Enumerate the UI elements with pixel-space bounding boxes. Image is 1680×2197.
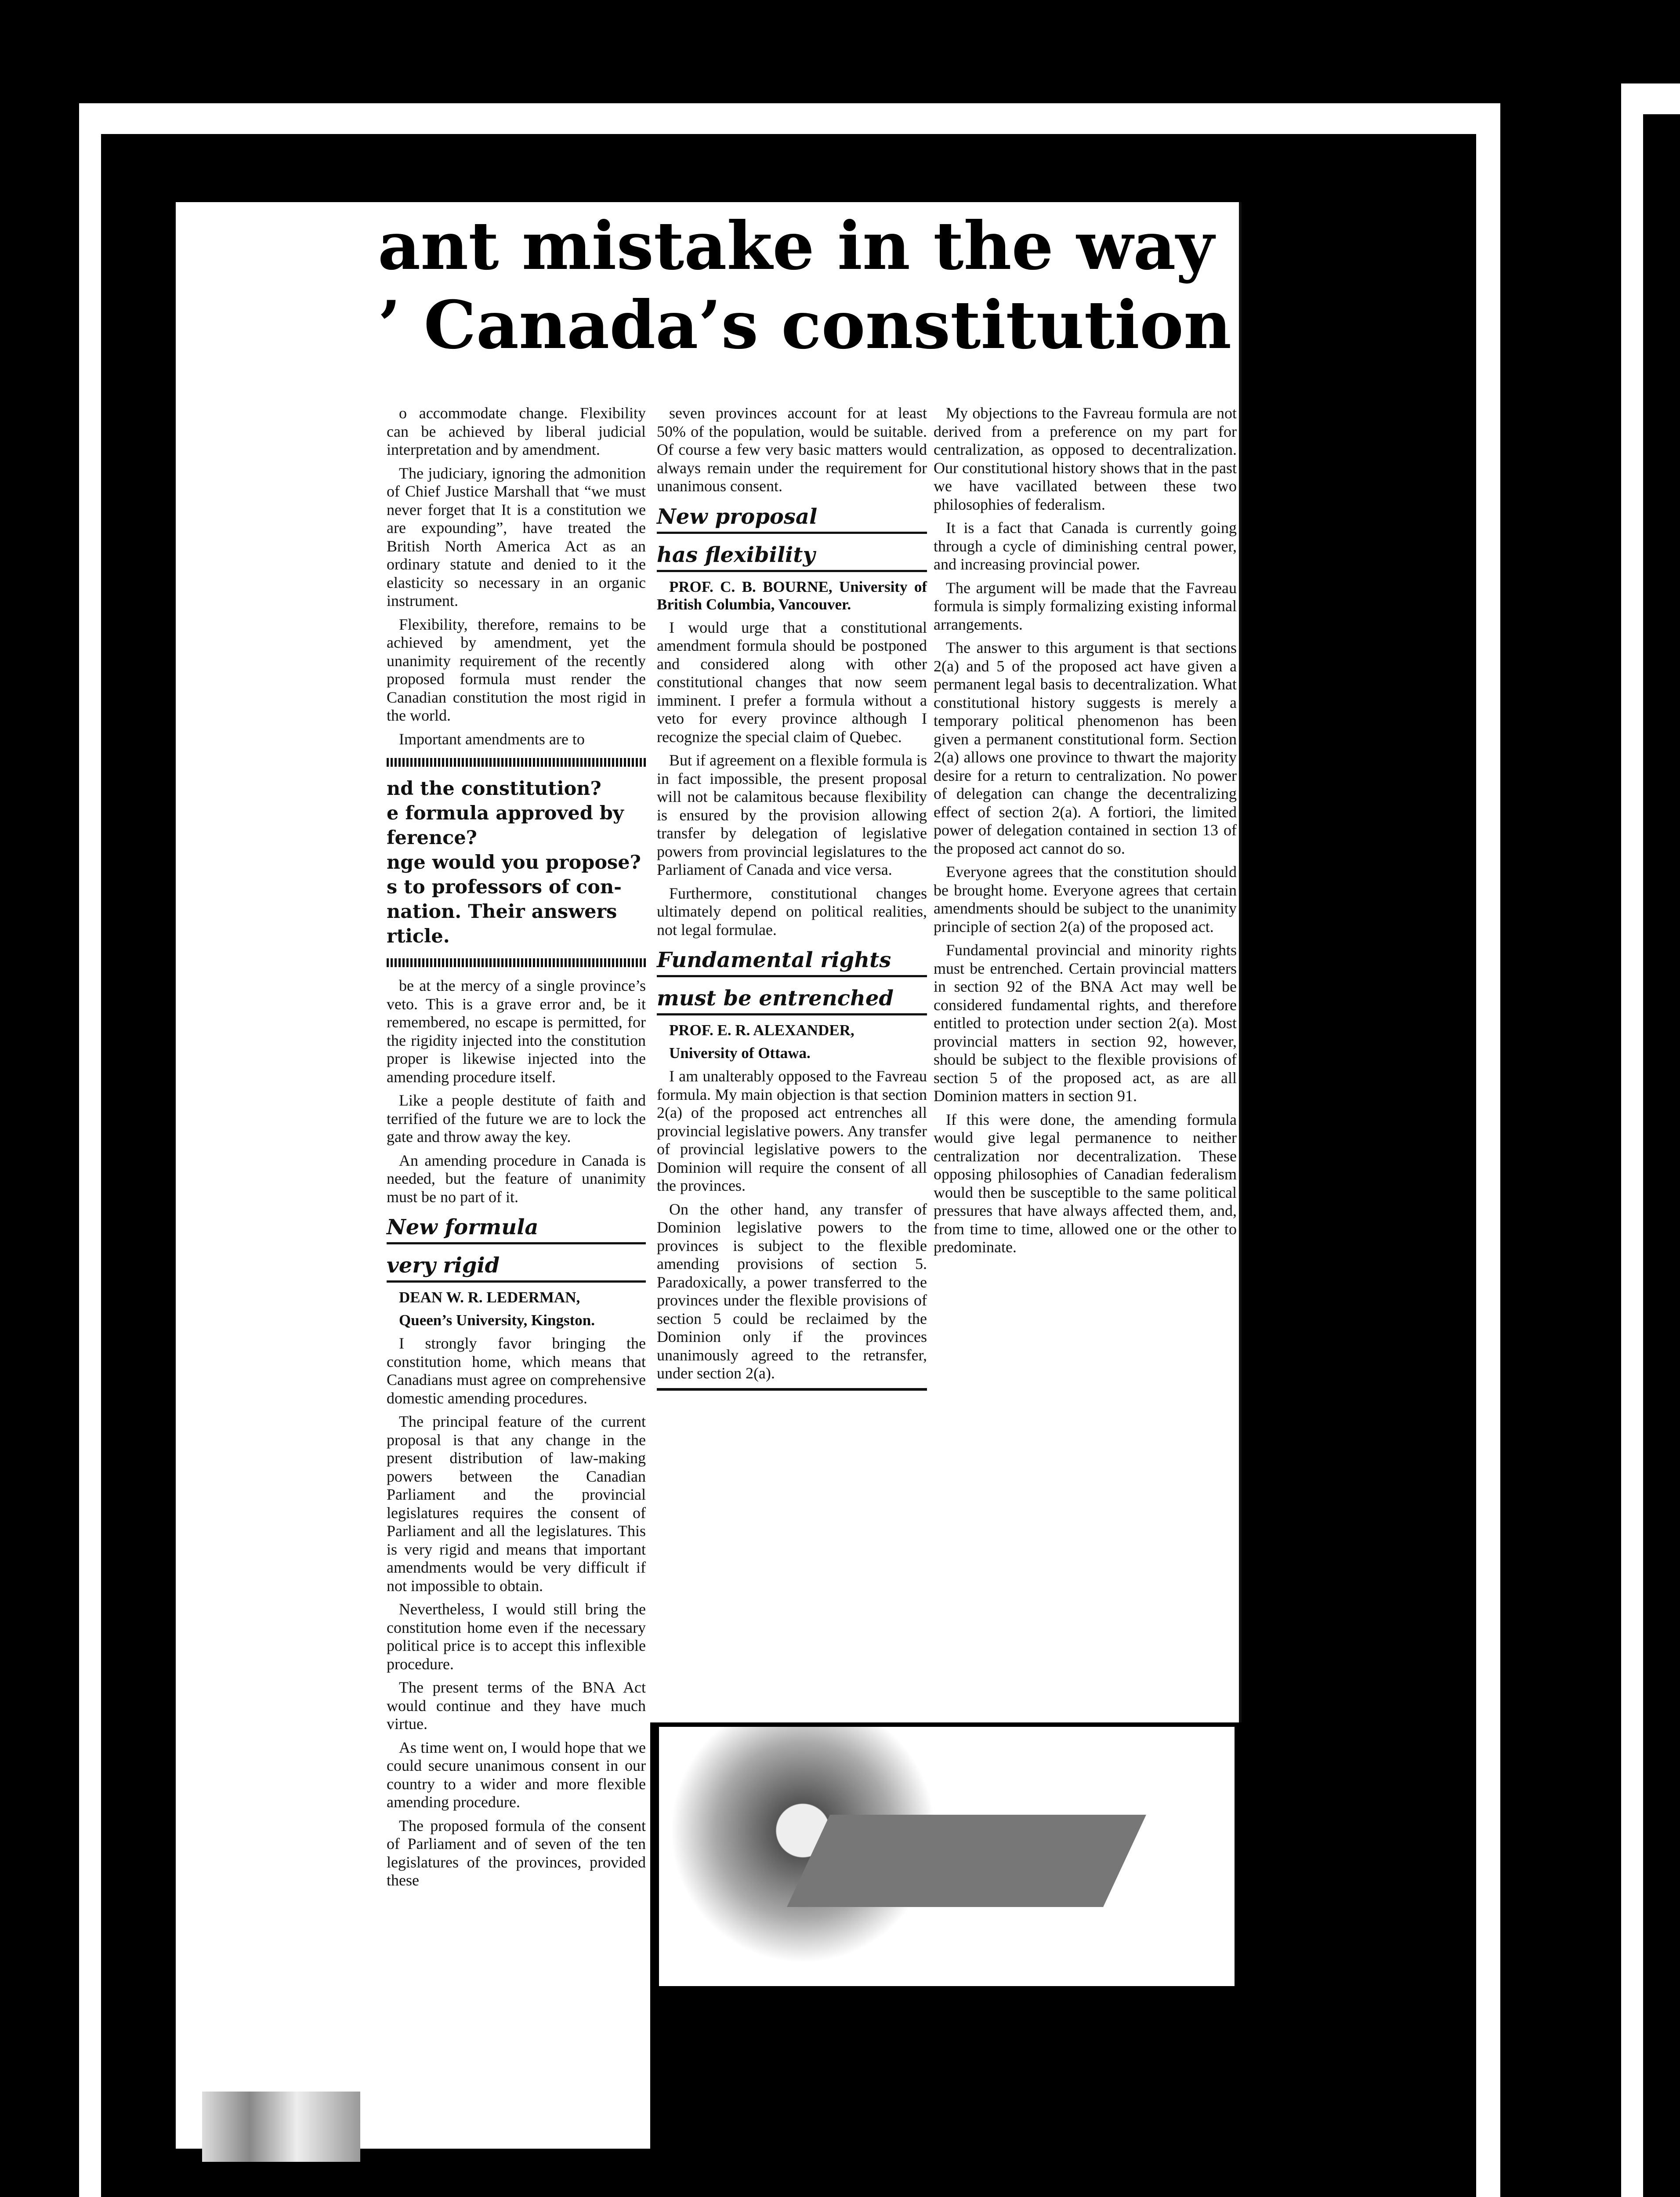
- paragraph: I am unalterably opposed to the Favreau formula. My main objection is that section 2(a) of the proposed act entrenches all provincial legislative powers. Any transfer of provincial legislative powers to the Dominion will require the consent of all the provinces.: [657, 1067, 927, 1194]
- paragraph: An amending procedure in Canada is needed, but the feature of unanimity must be no part of it.: [387, 1151, 646, 1206]
- subhead: Fundamental rights: [657, 947, 927, 977]
- paragraph: Everyone agrees that the constitution should be brought home. Everyone agrees that certain amendments should be subject to the unanimity principle of section 2(a) of the proposed act.: [934, 863, 1237, 935]
- question-box-line: nd the constitution?: [387, 778, 601, 800]
- clipping-fold-damage: [202, 2092, 360, 2162]
- paragraph: I strongly favor bringing the constitution home, which means that Canadians must agree on comprehensive domestic amending procedures.: [387, 1334, 646, 1407]
- question-box-line: rticle.: [387, 925, 450, 947]
- paragraph: As time went on, I would hope that we could secure unanimous consent in our country to a wider and more flexible amending procedure.: [387, 1738, 646, 1811]
- paragraph: Nevertheless, I would still bring the constitution home even if the necessary political price is to accept this inflexible procedure.: [387, 1600, 646, 1673]
- paragraph: If this were done, the amending formula would give legal permanence to neither centralization nor decentralization. These opposing philosophies of Canadian federalism would then be susceptible to the same political pressures that have always affected them, and, from time to time, allowed one or the other to predominate.: [934, 1110, 1237, 1256]
- question-box-line: nge would you propose?: [387, 852, 641, 874]
- paragraph: o accommodate change. Flexibility can be achieved by liberal judicial interpretation and by amendment.: [387, 404, 646, 458]
- paragraph: The answer to this argument is that sections 2(a) and 5 of the proposed act have given a permanent legal basis to decentralization. What constitutional history suggests is merely a temporary political phenomenon has been given a permanent constitutional form. Section 2(a) allows one province to thwart the majority desire for a return to centralization. No power of delegation can change the decentralizing effect of section 2(a). A fortiori, the limited power of delegation contained in section 13 of the proposed act cannot do so.: [934, 639, 1237, 857]
- byline: PROF. C. B. BOURNE, University of British Columbia, Vancouver.: [657, 578, 927, 613]
- paragraph: Furthermore, constitutional changes ultimately depend on political realities, not legal formulae.: [657, 884, 927, 939]
- question-box-line: e formula approved by: [387, 802, 624, 824]
- paragraph: Flexibility, therefore, remains to be achieved by amendment, yet the unanimity requirement of the recently proposed formula must render the Canadian constitution the most rigid in the world.: [387, 615, 646, 724]
- paragraph: The principal feature of the current proposal is that any change in the present distribution of law-making powers between the Canadian Parliament and the provincial legislatures requires the consent of Parliament and all the legislatures. This is very rigid and means that important amendments would be very difficult if not impossible to obtain.: [387, 1413, 646, 1595]
- subhead: very rigid: [387, 1252, 646, 1283]
- byline: DEAN W. R. LEDERMAN,: [399, 1289, 580, 1306]
- headline: [378, 207, 1232, 365]
- question-box-line: s to professors of con-: [387, 876, 622, 898]
- paragraph: My objections to the Favreau formula are not derived from a preference on my part for centralization, as opposed to decentralization. Our constitutional history shows that in the past we have vacillated between these two philosophies of federalism.: [934, 404, 1237, 513]
- byline: PROF. E. R. ALEXANDER,: [669, 1022, 854, 1039]
- paragraph: The present terms of the BNA Act would continue and they have much virtue.: [387, 1679, 646, 1733]
- headline-line-2: ’ Canada’s constitution: [378, 286, 1232, 364]
- paragraph: seven provinces account for at least 50% of the population, would be suitable. Of course a few very basic matters would always remain under the requirement for unanimous consent.: [657, 404, 927, 495]
- paragraph: The judiciary, ignoring the admonition of Chief Justice Marshall that “we must never forget that It is a constitution we are expounding”, have treated the British North America Act as an ordinary statute and denied to it the elasticity so necessary in an organic instrument.: [387, 464, 646, 609]
- article-column-1: [387, 404, 646, 1895]
- question-box-line: ference?: [387, 827, 477, 849]
- byline: University of Ottawa.: [669, 1044, 811, 1062]
- subhead: New formula: [387, 1214, 646, 1244]
- paragraph: But if agreement on a flexible formula is in fact impossible, the present proposal will not be calamitous because flexibility is ensured by the provision allowing transfer by delegation of legislative powers from provincial legislatures to the Parliament of Canada and vice versa.: [657, 751, 927, 878]
- paragraph: I would urge that a constitutional amendment formula should be postponed and considered along with other constitutional changes that now seem imminent. I prefer a formula without a veto for every province although I recognize the special claim of Quebec.: [657, 618, 927, 746]
- byline: Queen’s University, Kingston.: [399, 1312, 595, 1329]
- paragraph: It is a fact that Canada is currently going through a cycle of diminishing central power, and increasing provincial power.: [934, 519, 1237, 573]
- paragraph: On the other hand, any transfer of Dominion legislative powers to the provinces is subject to the flexible amending provisions of section 5. Paradoxically, a power transferred to the provinces under the flexible provisions of section 5 could be reclaimed by the Dominion only if the provinces unanimously agreed to the retransfer, under section 2(a).: [657, 1200, 927, 1382]
- paragraph: Fundamental provincial and minority rights must be entrenched. Certain provincial matters in section 92 of the BNA Act may well be considered fundamental rights, and therefore entitled to protection under section 2(a). Most provincial matters in section 92, however, should be subject to the flexible provisions of section 5 of the proposed act, as are all Dominion matters in section 91.: [934, 941, 1237, 1105]
- paragraph: Like a people destitute of faith and terrified of the future we are to lock the gate and throw away the key.: [387, 1091, 646, 1146]
- column-end-rule: [657, 1388, 927, 1391]
- subhead: must be entrenched: [657, 985, 927, 1015]
- subhead: has flexibility: [657, 542, 927, 572]
- paragraph: Important amendments are to: [399, 730, 585, 748]
- photo-object-shape: [787, 1815, 1146, 1907]
- paragraph: be at the mercy of a single province’s veto. This is a grave error and, be it remembered, no escape is permitted, for the rigidity injected into the constitution proper is likewise injected into the amending procedure itself.: [387, 977, 646, 1086]
- question-box-line: nation. Their answers: [387, 901, 617, 923]
- article-column-3: [934, 404, 1237, 1262]
- paragraph: The proposed formula of the consent of Parliament and of seven of the ten legislatures of the provinces, provided these: [387, 1816, 646, 1889]
- article-column-2: [657, 404, 927, 1395]
- paragraph: The argument will be made that the Favreau formula is simply formalizing existing informal arrangements.: [934, 579, 1237, 633]
- headline-line-1: ant mistake in the way: [378, 207, 1214, 285]
- adjacent-frame-inner: [1643, 114, 1680, 2197]
- hatched-divider: [387, 958, 646, 967]
- hatched-divider: [387, 758, 646, 767]
- subhead: New proposal: [657, 504, 927, 534]
